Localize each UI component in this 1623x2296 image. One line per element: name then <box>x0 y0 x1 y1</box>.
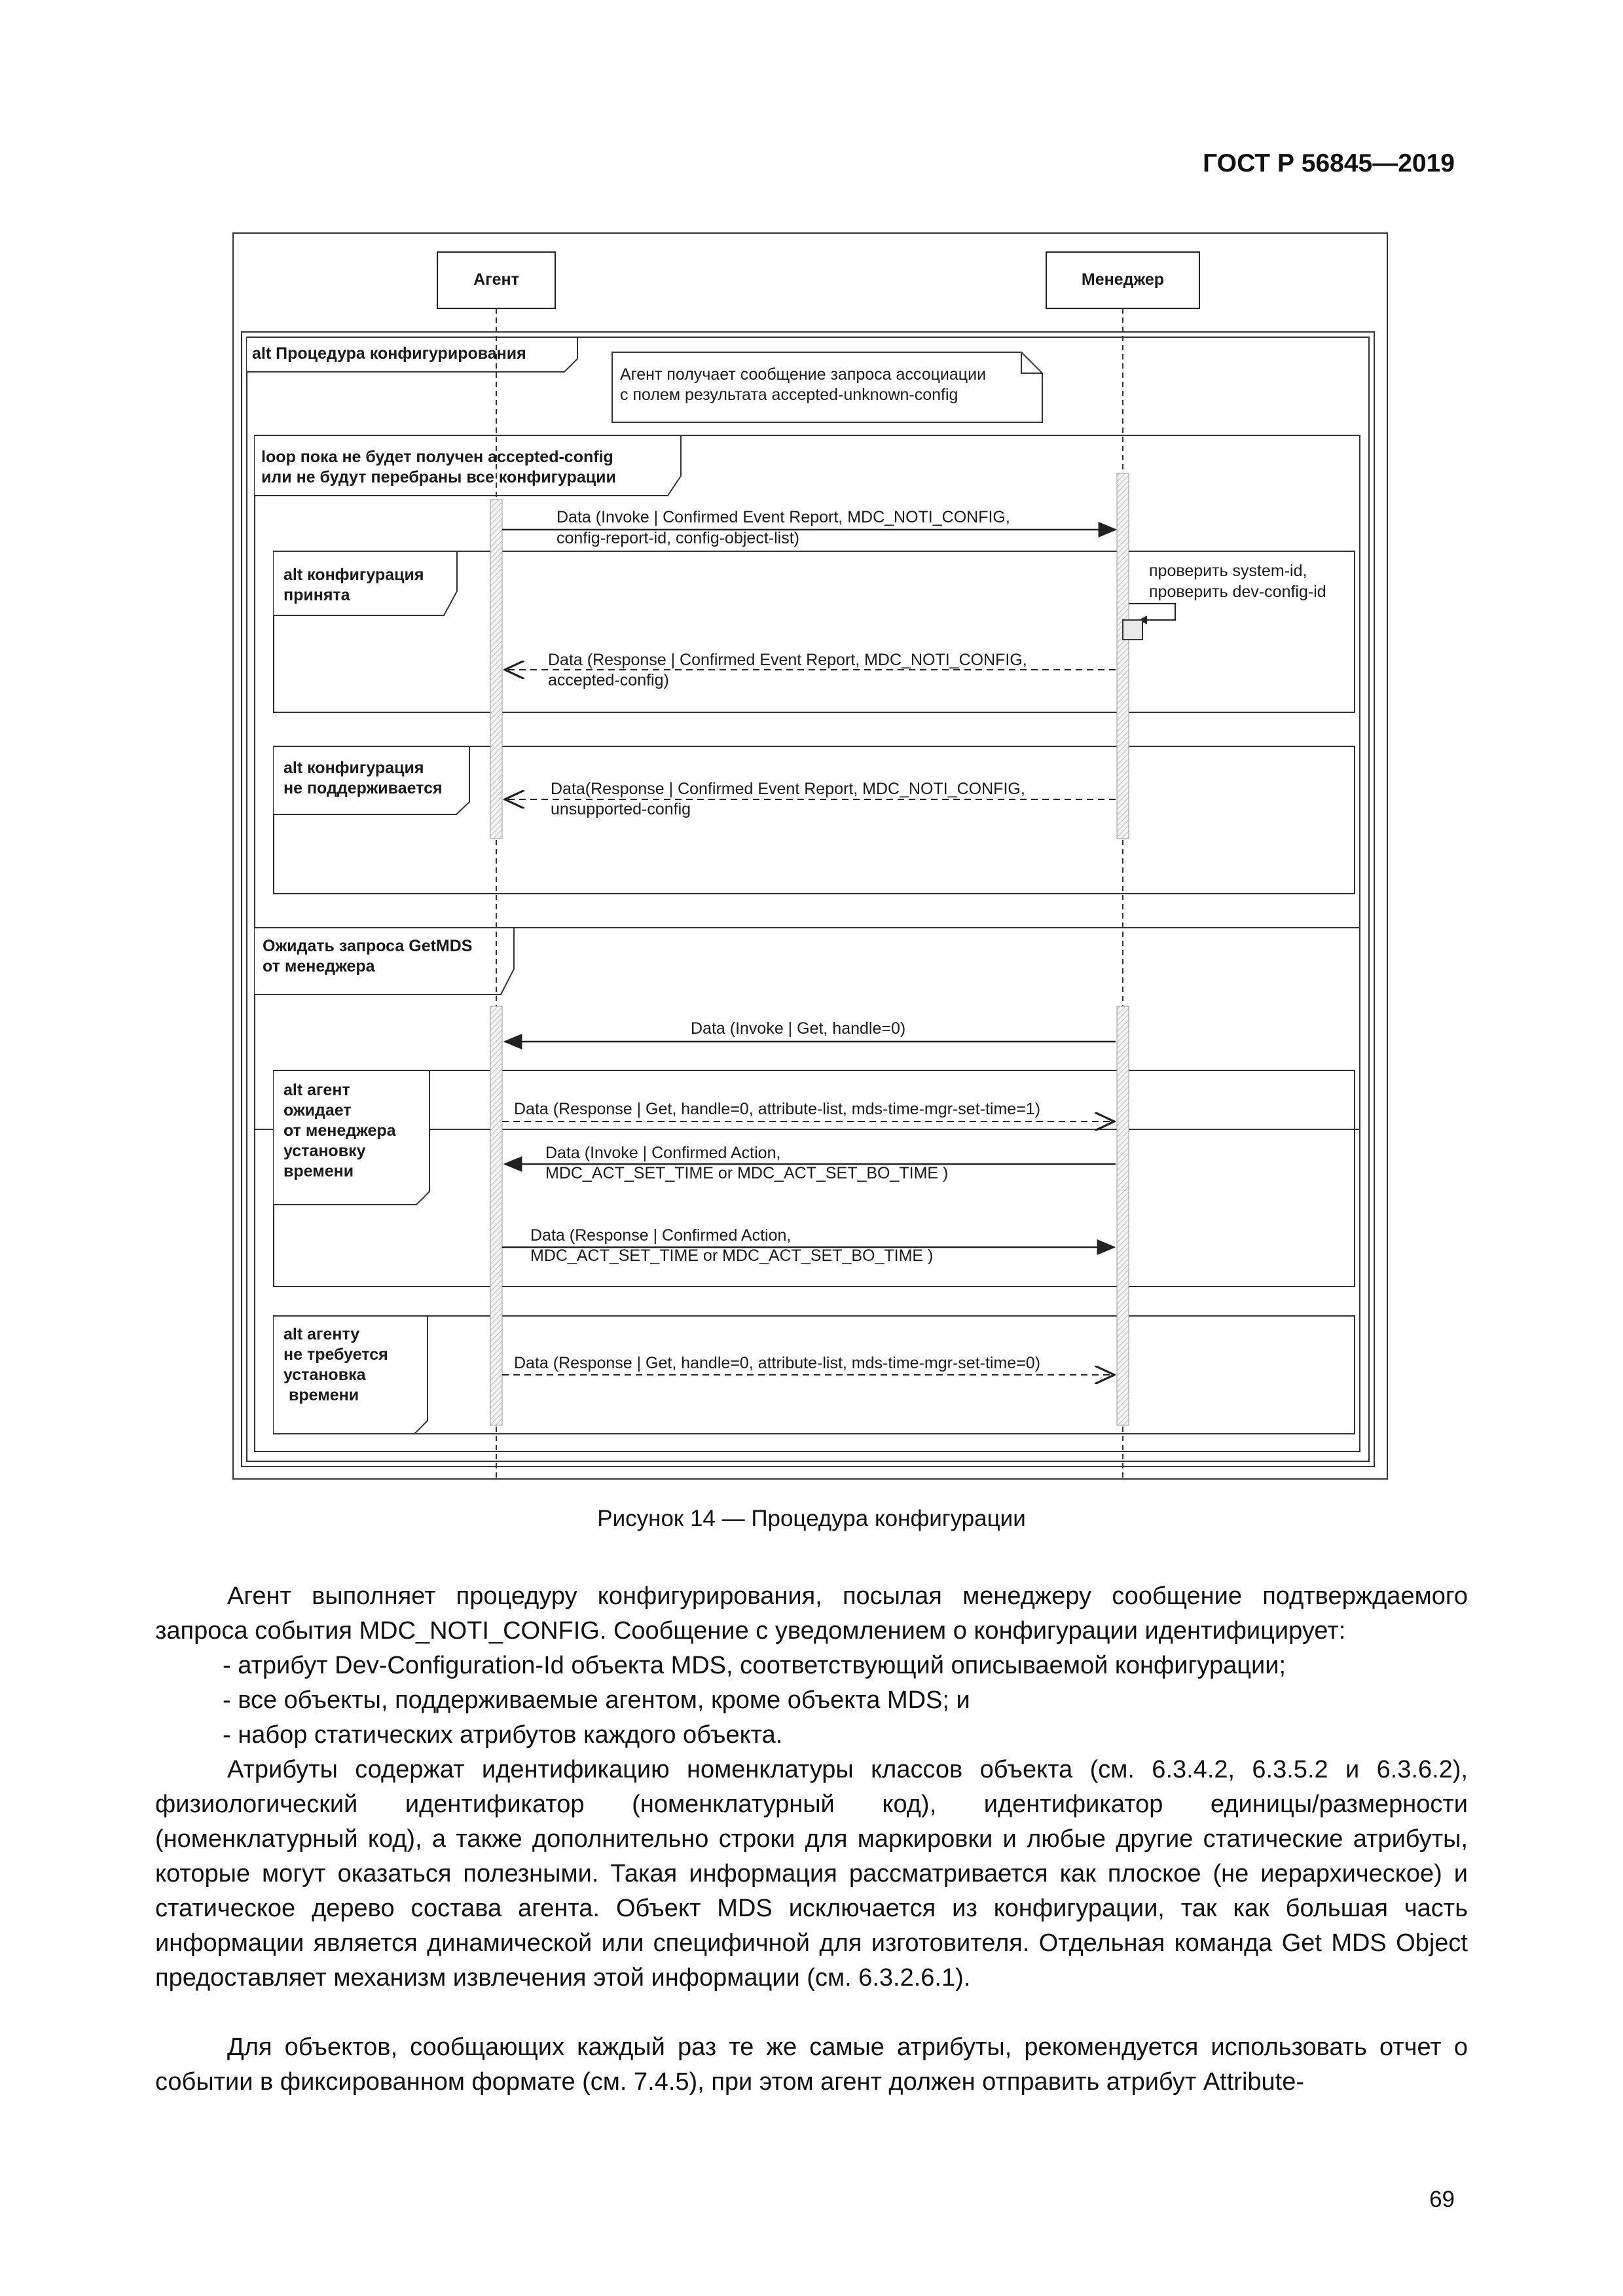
alt-not-required-label-3: установка <box>283 1366 366 1384</box>
alt-main-label: alt Процедура конфигурирования <box>252 344 526 363</box>
note-line-2: с полем результата accepted-unknown-config <box>620 386 958 404</box>
alt-expects-label-4: установку <box>283 1142 366 1160</box>
self-check-1: проверить system-id, <box>1149 562 1307 580</box>
msg-accepted-2: accepted-config) <box>548 671 669 689</box>
alt-unsupported-label-2: не поддерживается <box>283 779 443 797</box>
msg-accepted-1: Data (Response | Confirmed Event Report, MDC_NOTI_CONFIG, <box>548 651 1027 669</box>
msg-unsupported-1: Data(Response | Confirmed Event Report, MDC_NOTI_CONFIG, <box>551 780 1025 798</box>
msg-unsupported-2: unsupported-config <box>551 800 691 818</box>
alt-main-frame <box>242 332 1374 1467</box>
wait-label-2: от менеджера <box>263 957 375 975</box>
page-number: 69 <box>1429 2187 1455 2212</box>
loop-label-1: loop пока не будет получен accepted-config <box>261 448 613 466</box>
paragraph-1: Агент выполняет процедуру конфигурирования, посылая менеджеру сообщение подтверждаемого запроса события MDC_NOTI_CONFIG. Сообщение с уведомлением о конфигурации идентифицирует: <box>155 1582 1468 1645</box>
manager-activation-1 <box>1117 473 1129 839</box>
figure-caption: Рисунок 14 — Процедура конфигурации <box>597 1506 1026 1531</box>
self-check-2: проверить dev-config-id <box>1149 583 1326 601</box>
sequence-diagram <box>232 232 1388 1480</box>
self-check-activation <box>1123 620 1142 640</box>
msg-action-resp-2: MDC_ACT_SET_TIME or MDC_ACT_SET_BO_TIME ) <box>530 1247 934 1265</box>
alt-expects-label-5: времени <box>283 1162 354 1180</box>
alt-accepted-label-2: принята <box>283 586 350 604</box>
alt-not-required-label-1: alt агенту <box>283 1325 360 1343</box>
note-line-1: Агент получает сообщение запроса ассоциации <box>620 365 987 384</box>
agent-activation-2 <box>490 1006 502 1425</box>
diagram-graphics <box>232 232 1388 1480</box>
alt-not-required-label-2: не требуется <box>283 1345 388 1364</box>
loop-label-2: или не будут перебраны все конфигурации <box>261 468 616 486</box>
paragraph-3: Для объектов, сообщающих каждый раз те же самые атрибуты, рекомендуется использовать отчет о событии в фиксированном формате (см. 7.4.5), при этом агент должен отправить атрибут Attribute- <box>155 2033 1468 2096</box>
msg-get-resp1: Data (Response | Get, handle=0, attribute-list, mds-time-mgr-set-time=1) <box>514 1100 1041 1118</box>
alt-accepted-label-1: alt конфигурация <box>283 566 424 584</box>
manager-lifeline-label: Менеджер <box>1081 270 1165 289</box>
alt-expects-label-3: от менеджера <box>283 1121 396 1140</box>
alt-unsupported-label-1: alt конфигурация <box>283 759 424 777</box>
msg-config-1: Data (Invoke | Confirmed Event Report, MDC_NOTI_CONFIG, <box>556 508 1010 526</box>
paragraph-2: Атрибуты содержат идентификацию номенклатуры классов объекта (см. 6.3.4.2, 6.3.5.2 и 6.3.6.2), физиологический идентификатор (номенклатурный код), идентификатор единицы/размерности (номенклатурный код), а также дополнительно строки для маркировки и любые другие статические атрибуты, которые могут оказаться полезными. Такая информация рассматривается как плоское (не иерархическое) и статическое дерево состава агента. Объект MDS исключается из конфигурации, так как большая часть информации является динамической или специфичной для изготовителя. Отдельная команда Get MDS Object предоставляет механизм извлечения этой информации (см. 6.3.2.6.1). <box>155 1756 1468 1992</box>
manager-activation-2 <box>1117 1006 1129 1425</box>
msg-action-2: MDC_ACT_SET_TIME or MDC_ACT_SET_BO_TIME ) <box>545 1164 949 1182</box>
msg-config-2: config-report-id, config-object-list) <box>556 529 799 547</box>
msg-get-resp0: Data (Response | Get, handle=0, attribute-list, mds-time-mgr-set-time=0) <box>514 1354 1041 1372</box>
alt-expects-label-1: alt агент <box>283 1081 350 1099</box>
alt-expects-label-2: ожидает <box>283 1101 352 1120</box>
agent-activation-1 <box>490 500 502 839</box>
alt-not-required-label-4: времени <box>289 1386 359 1404</box>
standard-header: ГОСТ Р 56845—2019 <box>1203 149 1455 177</box>
bullet-3: - набор статических атрибутов каждого объекта. <box>223 1721 783 1749</box>
msg-action-1: Data (Invoke | Confirmed Action, <box>545 1144 781 1162</box>
self-check-arrow <box>1129 604 1175 620</box>
wait-label-1: Ожидать запроса GetMDS <box>263 937 473 955</box>
bullet-2: - все объекты, поддерживаемые агентом, кроме объекта MDS; и <box>223 1686 970 1714</box>
bullet-1: - атрибут Dev-Configuration-Id объекта MDS, соответствующий описываемой конфигурации; <box>223 1652 1286 1679</box>
msg-get: Data (Invoke | Get, handle=0) <box>691 1019 906 1038</box>
agent-lifeline-label: Агент <box>473 270 519 289</box>
msg-action-resp-1: Data (Response | Confirmed Action, <box>530 1226 792 1245</box>
